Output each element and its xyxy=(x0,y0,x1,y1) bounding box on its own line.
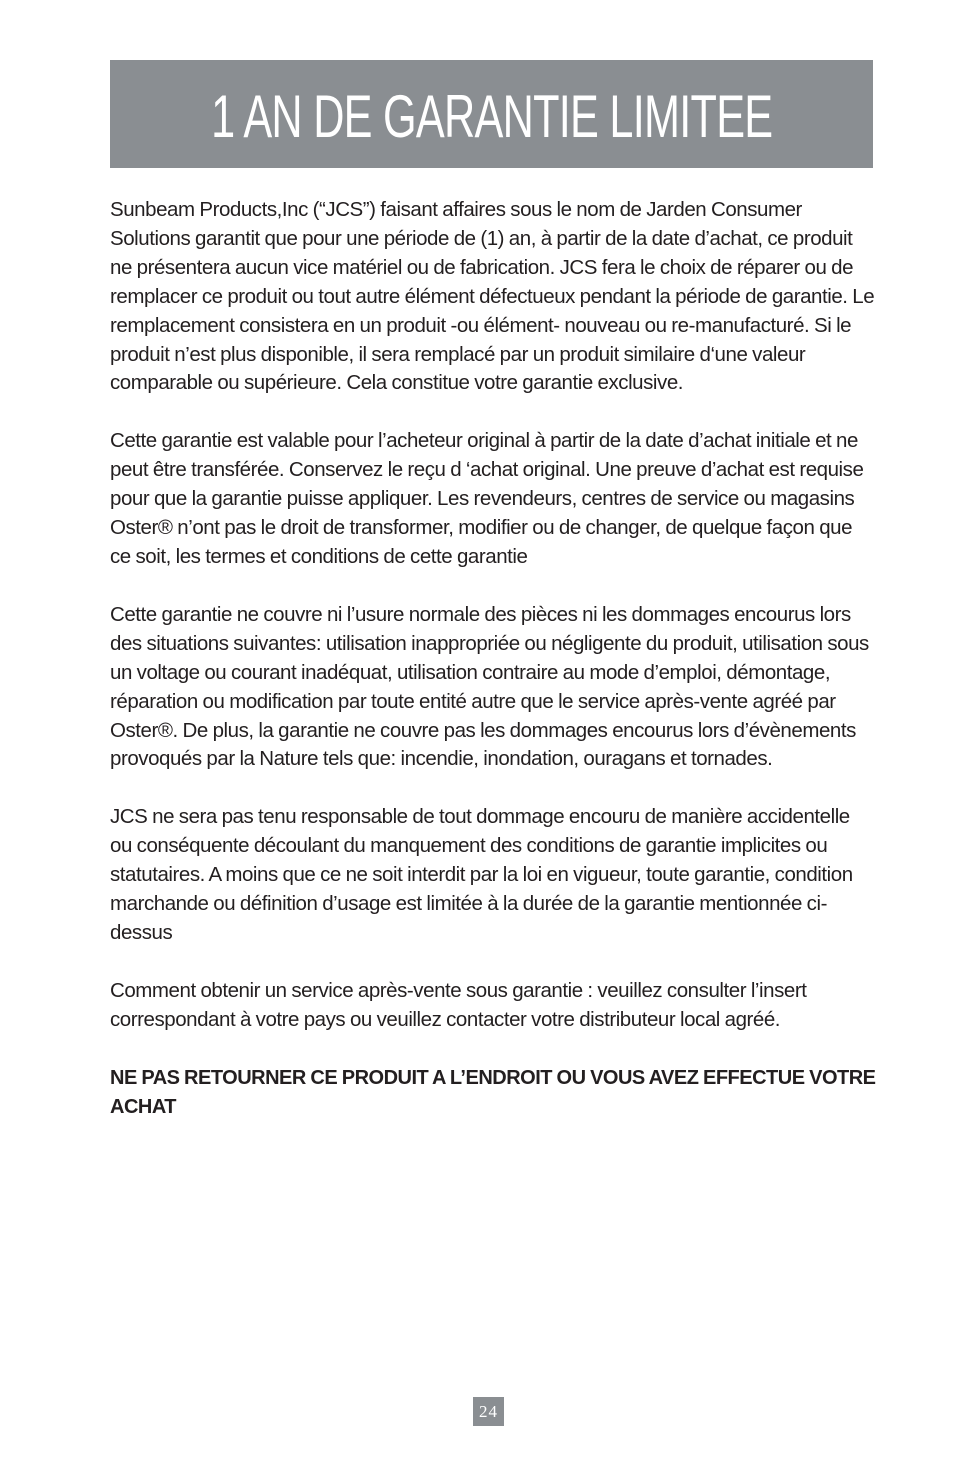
title-banner xyxy=(110,60,873,168)
paragraph-original-purchaser: Cette garantie est valable pour l’acheteur original à partir de la date d’achat initiale et ne peut être transférée. Conservez le reçu d ‘achat original. Une preuve d’achat est requise pour que la garantie puisse appliquer. Les revendeurs, centres de service ou magasins Oster® n’ont pas le droit de transformer, modifier ou de changer, de quelque façon que ce soit, les termes et conditions de cette garantie xyxy=(110,429,864,568)
warranty-body xyxy=(110,196,876,1150)
paragraph-exclusions: Cette garantie ne couvre ni l’usure normale des pièces ni les dommages encourus lors des situations suivantes: utilisation inappropriée ou négligente du produit, utilisation sous un voltage ou courant inadéquat, utilisation contraire au mode d’emploi, démontage, réparation ou modification par toute entité autre que le service après-vente agréé par Oster®. De plus, la garantie ne couvre pas les dommages encourus lors d’évènements provoqués par la Nature tels que: incendie, inondation, ouragans et tornades. xyxy=(110,602,869,771)
page-title: 1 AN DE GARANTIE LIMITEE xyxy=(210,83,773,150)
page-number: 24 xyxy=(473,1397,504,1426)
paragraph-service: Comment obtenir un service après-vente sous garantie : veuillez consulter l’insert correspondant à votre pays ou veuillez contacter votre distributeur local agréé. xyxy=(110,978,807,1031)
paragraph-liability: JCS ne sera pas tenu responsable de tout dommage encouru de manière accidentelle ou conséquente découlant du manquement des conditions de garantie implicites ou statutaires. A moins que ce ne soit interdit par la loi en vigueur, toute garantie, condition marchande ou définition d’usage est limitée à la durée de la garantie mentionnée ci-dessus xyxy=(110,805,853,944)
return-notice: NE PAS RETOURNER CE PRODUIT A L’ENDROIT OU VOUS AVEZ EFFECTUE VOTRE ACHAT xyxy=(110,1066,876,1118)
paragraph-coverage: Sunbeam Products,Inc (“JCS”) faisant affaires sous le nom de Jarden Consumer Solutions garantit que pour une période de (1) an, à partir de la date d’achat, ce produit ne présentera aucun vice matériel ou de fabrication. JCS fera le choix de réparer ou de remplacer ce produit ou tout autre élément défectueux pendant la période de garantie. Le remplacement consistera en un produit -ou élément- nouveau ou re-manufacturé. Si le produit n’est plus disponible, il sera remplacé par un produit similaire d‘une valeur comparable ou supérieure. Cela constitue votre garantie exclusive. xyxy=(110,198,875,395)
